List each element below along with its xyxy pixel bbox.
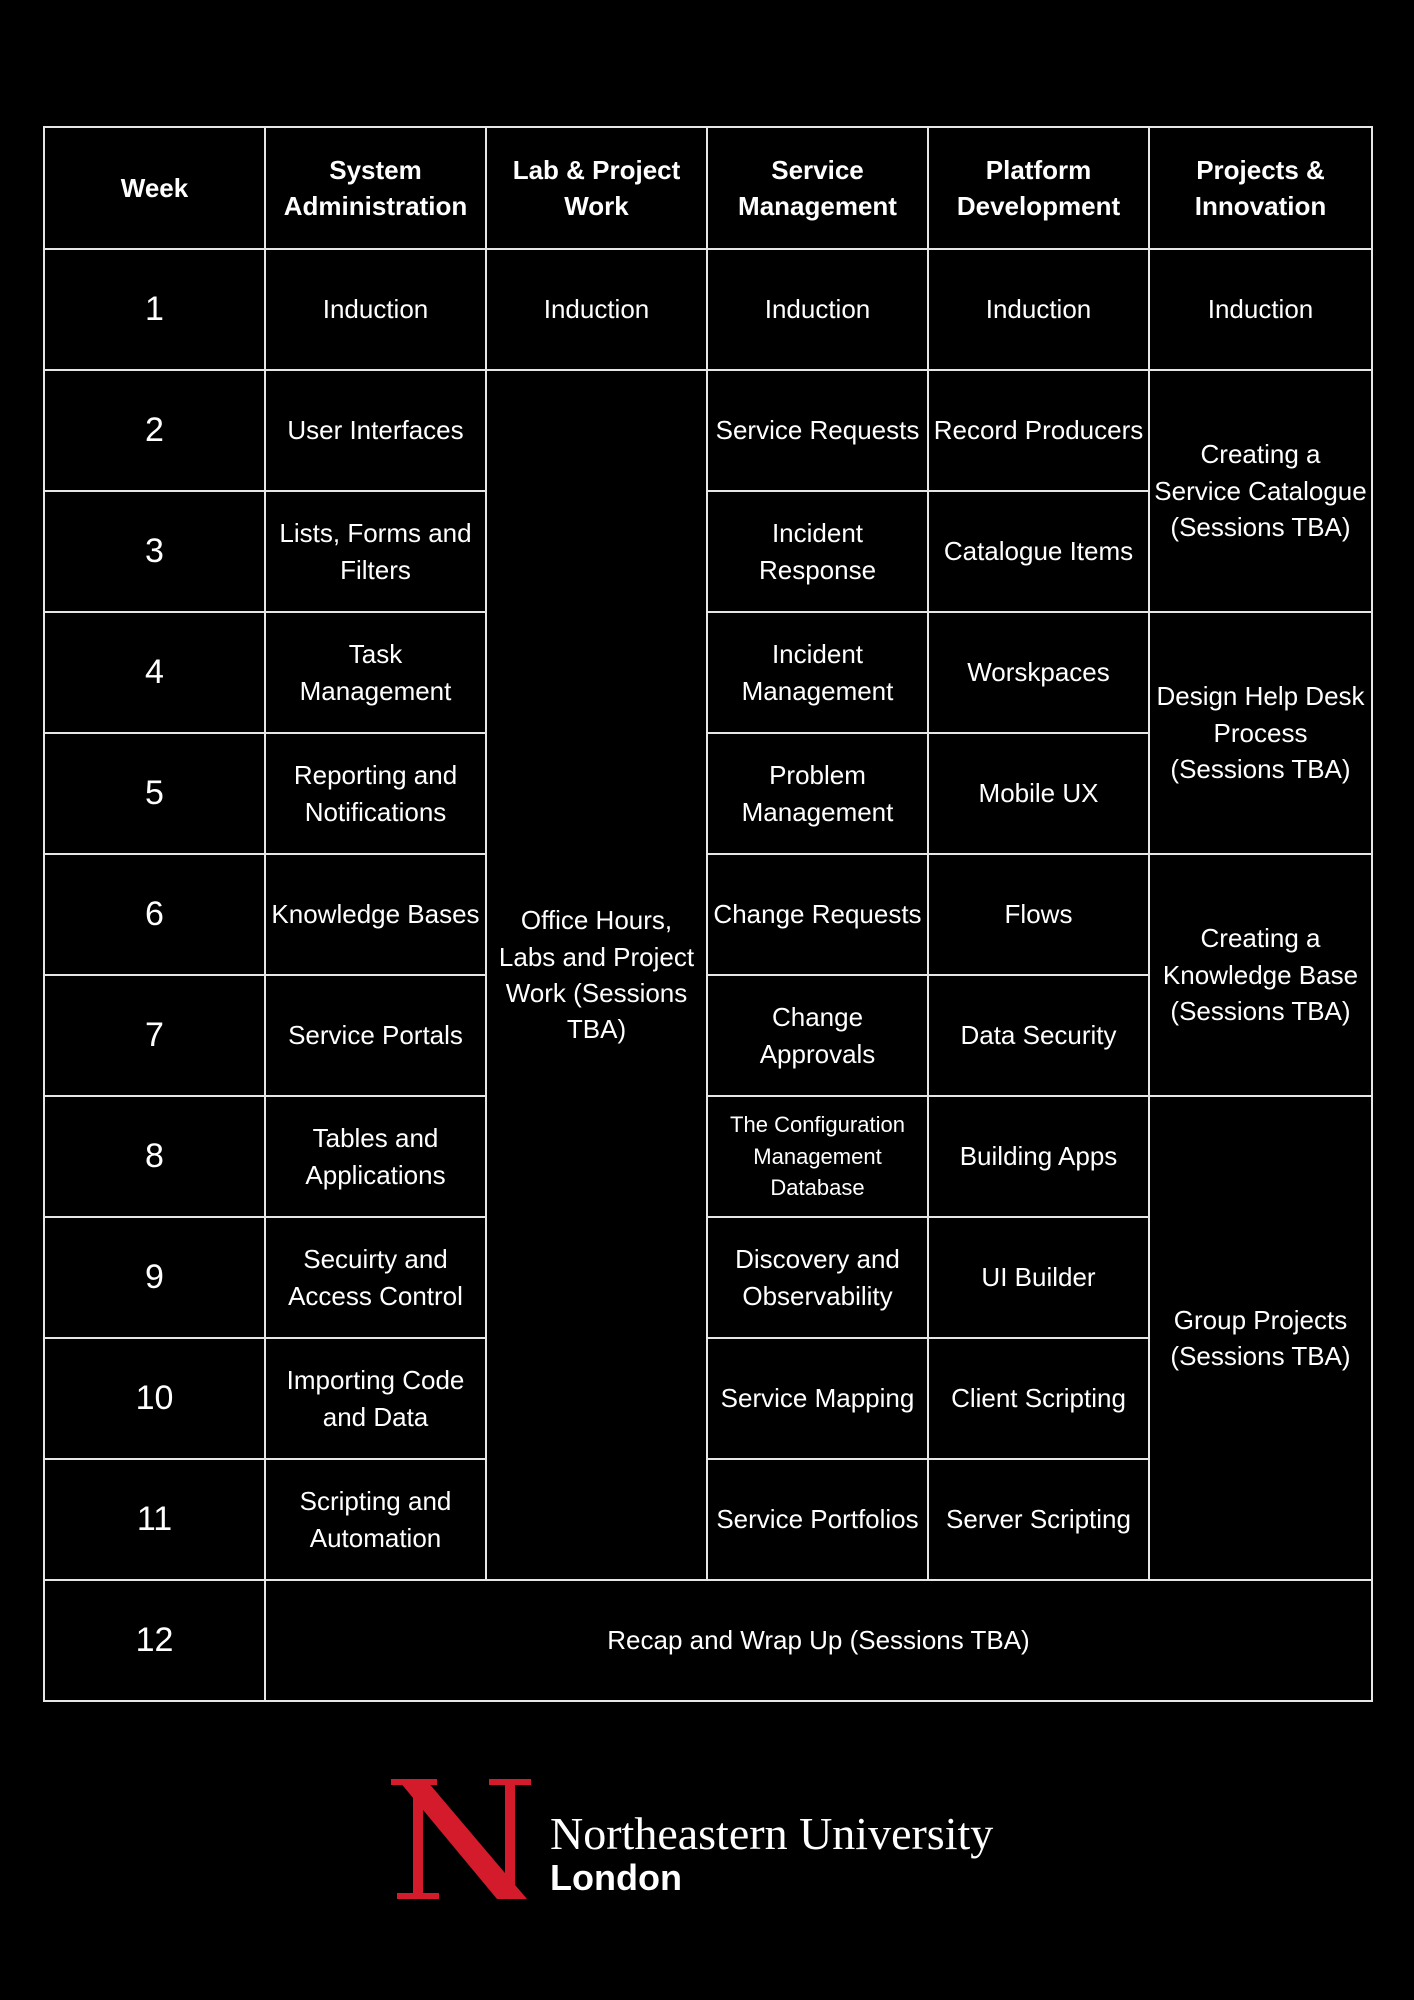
table-cell: Induction xyxy=(486,249,707,370)
table-cell: UI Builder xyxy=(928,1217,1149,1338)
table-cell: Service Portfolios xyxy=(707,1459,928,1580)
header-week: Week xyxy=(44,127,265,249)
logo-university-name: Northeastern University xyxy=(550,1808,994,1859)
header-system-administration: System Administration xyxy=(265,127,486,249)
table-row xyxy=(44,1580,1372,1701)
table-cell: Service Requests xyxy=(707,370,928,491)
table-cell: Incident Management xyxy=(707,612,928,733)
table-cell: The Configuration Management Database xyxy=(707,1096,928,1217)
table-row xyxy=(44,612,1372,733)
week-number: 1 xyxy=(44,249,265,370)
week-number: 5 xyxy=(44,733,265,854)
table-cell: Building Apps xyxy=(928,1096,1149,1217)
table-cell: Incident Response xyxy=(707,491,928,612)
table-cell: Service Portals xyxy=(265,975,486,1096)
table-cell: Discovery and Observability xyxy=(707,1217,928,1338)
header-platform-development: Platform Development xyxy=(928,127,1149,249)
week-number: 11 xyxy=(44,1459,265,1580)
table-cell: User Interfaces xyxy=(265,370,486,491)
table-cell: Induction xyxy=(707,249,928,370)
table-cell: Lists, Forms and Filters xyxy=(265,491,486,612)
schedule-table xyxy=(43,126,1373,1702)
week-number: 7 xyxy=(44,975,265,1096)
northeastern-university-london-logo xyxy=(385,1775,1025,1905)
project-merged-cell: Group Projects (Sessions TBA) xyxy=(1149,1096,1372,1580)
header-service-management: Service Management xyxy=(707,127,928,249)
project-merged-cell: Design Help Desk Process (Sessions TBA) xyxy=(1149,612,1372,854)
table-cell: Task Management xyxy=(265,612,486,733)
lab-project-work-merged-cell: Office Hours, Labs and Project Work (Sessions TBA) xyxy=(486,370,707,1580)
table-cell: Problem Management xyxy=(707,733,928,854)
week-number: 3 xyxy=(44,491,265,612)
table-cell: Reporting and Notifications xyxy=(265,733,486,854)
table-cell: Change Requests xyxy=(707,854,928,975)
table-cell: Client Scripting xyxy=(928,1338,1149,1459)
week-number: 6 xyxy=(44,854,265,975)
table-row xyxy=(44,370,1372,491)
northeastern-n-icon xyxy=(385,1775,545,1905)
table-cell: Induction xyxy=(265,249,486,370)
table-cell: Data Security xyxy=(928,975,1149,1096)
table-cell: Tables and Applications xyxy=(265,1096,486,1217)
week-number: 2 xyxy=(44,370,265,491)
table-row xyxy=(44,1096,1372,1217)
table-cell: Change Approvals xyxy=(707,975,928,1096)
recap-merged-cell: Recap and Wrap Up (Sessions TBA) xyxy=(265,1580,1372,1701)
project-merged-cell: Creating a Knowledge Base (Sessions TBA) xyxy=(1149,854,1372,1096)
logo-campus-name: London xyxy=(550,1857,682,1898)
table-cell: Mobile UX xyxy=(928,733,1149,854)
table-cell: Knowledge Bases xyxy=(265,854,486,975)
header-lab-project-work: Lab & Project Work xyxy=(486,127,707,249)
week-number: 4 xyxy=(44,612,265,733)
week-number: 9 xyxy=(44,1217,265,1338)
project-merged-cell: Creating a Service Catalogue (Sessions TBA) xyxy=(1149,370,1372,612)
table-cell: Flows xyxy=(928,854,1149,975)
table-cell: Catalogue Items xyxy=(928,491,1149,612)
header-projects-innovation: Projects & Innovation xyxy=(1149,127,1372,249)
table-cell: Record Producers xyxy=(928,370,1149,491)
week-number: 12 xyxy=(44,1580,265,1701)
table-cell: Server Scripting xyxy=(928,1459,1149,1580)
week-number: 8 xyxy=(44,1096,265,1217)
table-cell: Induction xyxy=(928,249,1149,370)
table-cell: Secuirty and Access Control xyxy=(265,1217,486,1338)
table-cell: Service Mapping xyxy=(707,1338,928,1459)
table-row xyxy=(44,854,1372,975)
table-cell: Scripting and Automation xyxy=(265,1459,486,1580)
table-cell: Induction xyxy=(1149,249,1372,370)
header-row xyxy=(44,127,1372,249)
week-number: 10 xyxy=(44,1338,265,1459)
table-cell: Importing Code and Data xyxy=(265,1338,486,1459)
table-cell: Worskpaces xyxy=(928,612,1149,733)
table-row xyxy=(44,249,1372,370)
